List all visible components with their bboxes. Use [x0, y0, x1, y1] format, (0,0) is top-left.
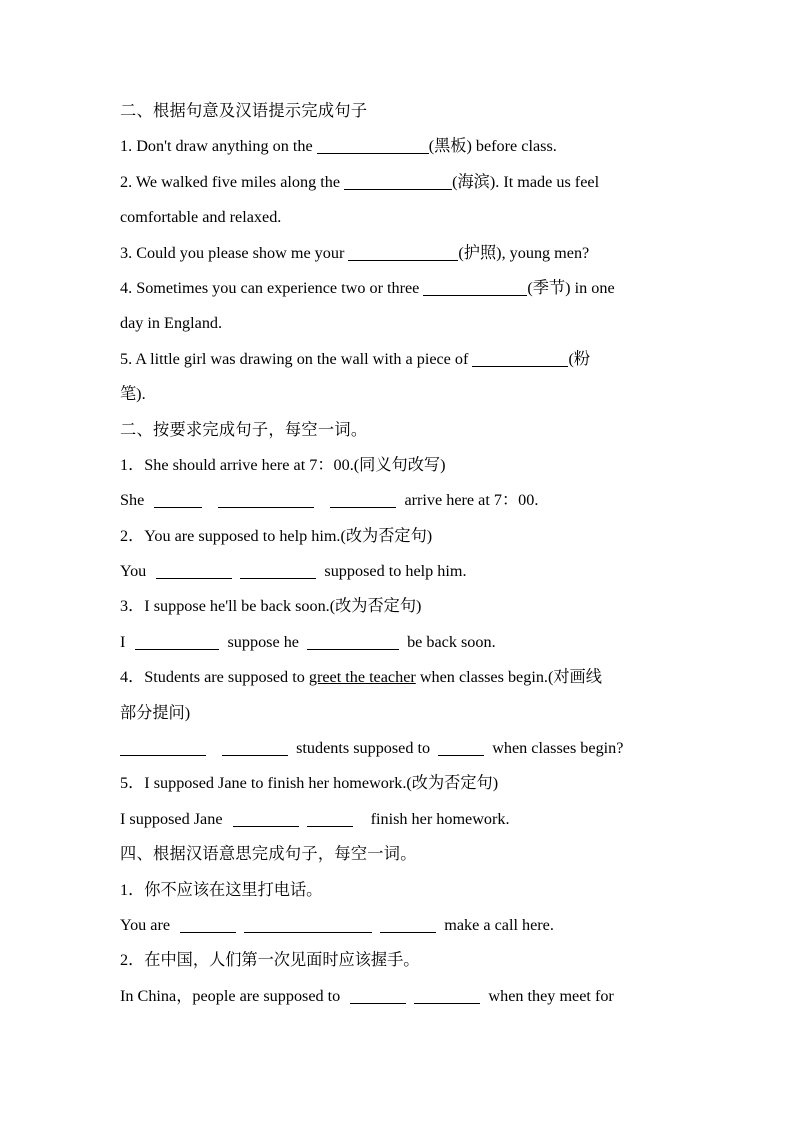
- question-a4-continued: day in England.: [120, 314, 223, 333]
- answer-b5-end: finish her homework.: [370, 809, 510, 828]
- question-b5: [120, 766, 676, 801]
- answer-b5-start: I supposed Jane: [120, 809, 223, 828]
- question-a4-text: 4. Sometimes you can experience two or three: [120, 278, 424, 297]
- question-c1: 1．你不应该在这里打电话。: [120, 880, 323, 899]
- answer-b3-mid: suppose he: [227, 632, 299, 651]
- question-a5-text: 5. A little girl was drawing on the wall with a piece of: [120, 349, 473, 368]
- question-b1: [120, 448, 676, 483]
- answer-blank[interactable]: [218, 491, 314, 508]
- question-b4-instruction: (对画线: [547, 668, 602, 687]
- answer-blank[interactable]: [154, 491, 202, 508]
- question-a1-hint: (黑板): [428, 137, 472, 156]
- question-b2-text: 2．You are supposed to help him.: [120, 526, 341, 545]
- question-a4-end: in one: [570, 278, 615, 297]
- question-b2-instruction: (改为否定句): [340, 526, 433, 545]
- question-a3-end: , young men?: [501, 243, 590, 262]
- question-b3-instruction: (改为否定句): [329, 597, 422, 616]
- answer-b3-start: I: [120, 632, 126, 651]
- question-a4-hint: (季节): [527, 278, 571, 297]
- answer-blank[interactable]: [244, 916, 372, 933]
- answer-b4-mid: students supposed to: [296, 739, 431, 758]
- question-b5-instruction: (改为否定句): [406, 774, 499, 793]
- answer-blank[interactable]: [180, 916, 236, 933]
- question-a4: [120, 271, 676, 306]
- answer-b1: [120, 483, 676, 518]
- question-a2-hint: (海滨): [452, 172, 496, 191]
- question-b4-text-end: when classes begin.: [415, 668, 548, 687]
- answer-blank[interactable]: [344, 173, 452, 190]
- question-b3: [120, 589, 676, 624]
- answer-blank[interactable]: [135, 633, 219, 650]
- answer-b1-end: arrive here at 7：00.: [404, 491, 539, 510]
- question-b1-text: 1．She should arrive here at 7：00.: [120, 455, 354, 474]
- answer-b2-end: supposed to help him.: [324, 562, 467, 581]
- answer-blank[interactable]: [240, 562, 316, 579]
- answer-blank[interactable]: [222, 739, 288, 756]
- answer-b2: [120, 554, 676, 589]
- question-a2: [120, 165, 676, 200]
- answer-blank[interactable]: [307, 810, 353, 827]
- question-b4-text: 4．Students are supposed to: [120, 668, 309, 687]
- answer-blank[interactable]: [120, 739, 206, 756]
- question-a3: [120, 236, 676, 271]
- answer-blank[interactable]: [233, 810, 299, 827]
- question-b4-continued: 部分提问): [120, 703, 191, 722]
- question-a2-continued: comfortable and relaxed.: [120, 208, 282, 227]
- answer-b1-start: She: [120, 491, 145, 510]
- answer-c1-end: make a call here.: [444, 915, 554, 934]
- answer-blank[interactable]: [317, 137, 429, 154]
- question-a1-end: before class.: [471, 137, 557, 156]
- answer-b3-end: be back soon.: [407, 632, 496, 651]
- answer-c2-start: In China，people are supposed to: [120, 986, 341, 1005]
- question-a5-continued: 笔).: [120, 385, 146, 404]
- answer-blank[interactable]: [330, 491, 396, 508]
- question-a2-text: 2. We walked five miles along the: [120, 172, 345, 191]
- answer-blank[interactable]: [307, 633, 399, 650]
- answer-b4-end: when classes begin?: [492, 739, 624, 758]
- section-c-heading: 四、根据汉语意思完成句子，每空一词。: [120, 845, 417, 864]
- answer-blank[interactable]: [348, 244, 458, 261]
- answer-b4: [120, 731, 676, 766]
- answer-blank[interactable]: [423, 279, 527, 296]
- question-a1-text: 1. Don't draw anything on the: [120, 137, 317, 156]
- question-a3-text: 3. Could you please show me your: [120, 243, 349, 262]
- question-a5: [120, 342, 676, 377]
- answer-blank[interactable]: [156, 562, 232, 579]
- answer-c1-start: You are: [120, 915, 171, 934]
- section-a-heading: 二、根据句意及汉语提示完成句子: [120, 102, 368, 120]
- question-a5-hint: (粉: [568, 349, 591, 368]
- answer-blank[interactable]: [438, 739, 484, 756]
- question-b4: [120, 660, 676, 695]
- answer-b2-start: You: [120, 562, 147, 581]
- underlined-phrase: greet the teacher: [308, 668, 416, 687]
- question-c2: 2．在中国，人们第一次见面时应该握手。: [120, 951, 420, 970]
- section-b-heading: 二、按要求完成句子，每空一词。: [120, 420, 368, 439]
- answer-b5: [120, 802, 676, 837]
- question-b3-text: 3．I suppose he'll be back soon.: [120, 597, 330, 616]
- worksheet: [120, 94, 676, 1014]
- question-a1: [120, 129, 676, 164]
- question-b1-instruction: (同义句改写): [353, 455, 446, 474]
- answer-c2: [120, 979, 676, 1014]
- answer-b3: [120, 625, 676, 660]
- answer-c1: [120, 908, 676, 943]
- question-a3-hint: (护照): [458, 243, 502, 262]
- question-b5-text: 5．I supposed Jane to finish her homework.: [120, 774, 407, 793]
- answer-blank[interactable]: [414, 987, 480, 1004]
- answer-blank[interactable]: [472, 350, 568, 367]
- question-b2: [120, 519, 676, 554]
- answer-blank[interactable]: [350, 987, 406, 1004]
- answer-c2-end: when they meet for: [488, 986, 614, 1005]
- answer-blank[interactable]: [380, 916, 436, 933]
- question-a2-end: . It made us feel: [495, 172, 600, 191]
